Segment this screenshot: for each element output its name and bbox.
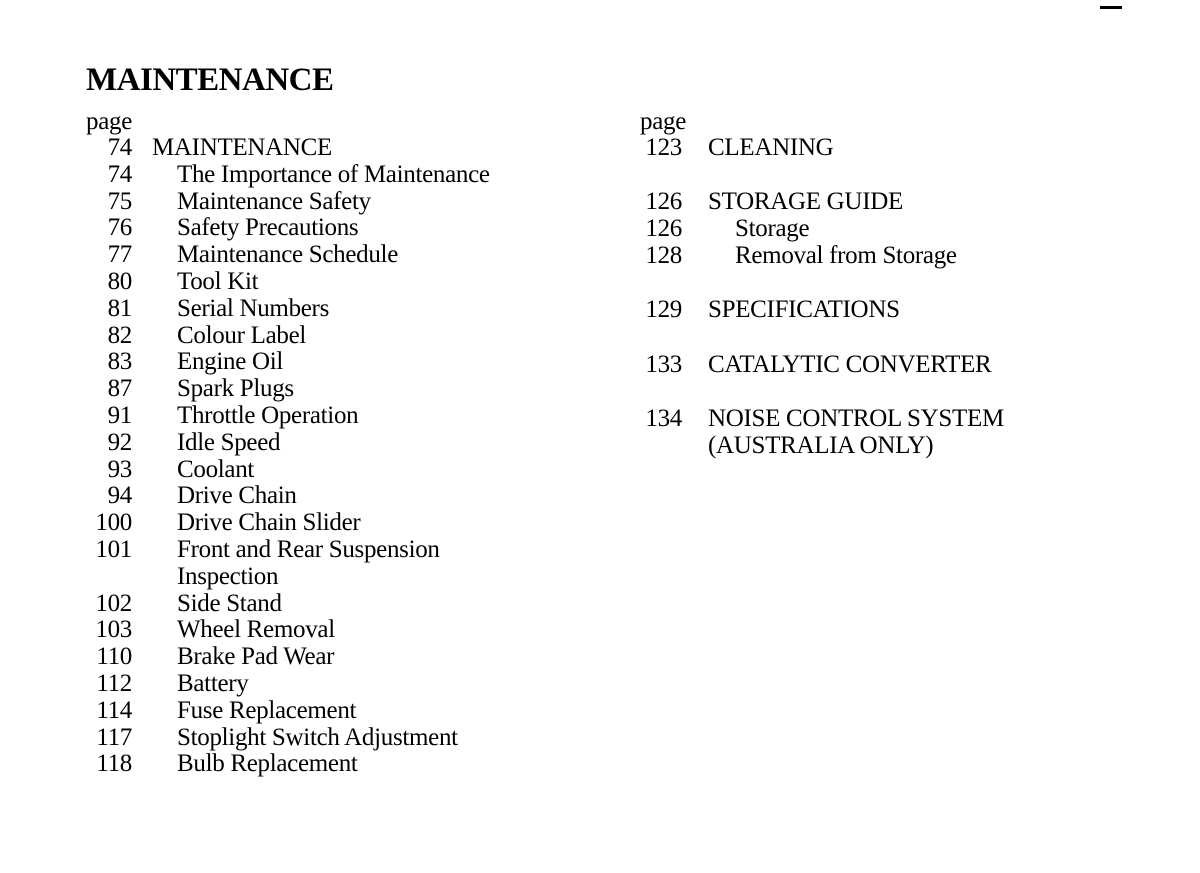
toc-entry-title: Maintenance Safety [177,187,371,215]
toc-entry-title: Tool Kit [177,267,259,295]
toc-entry [640,433,1160,460]
toc-entry-title: Removal from Storage [735,241,957,269]
toc-entry-title: Drive Chain [177,482,297,510]
toc-entry [86,483,606,510]
toc-entry [86,162,606,189]
toc-page-number: 126 [645,215,682,243]
toc-entry-title: SPECIFICATIONS [708,296,900,324]
toc-entry-title: The Importance of Maintenance [177,160,490,188]
toc-left-column [86,108,606,778]
toc-page-number: 76 [107,214,132,242]
toc-entry [86,135,606,162]
toc-entry-title: Maintenance Schedule [177,241,398,269]
toc-entry [640,135,1160,162]
toc-entry-title: Fuse Replacement [177,696,357,724]
toc-page-number: 81 [107,294,132,322]
toc-entry [86,537,606,564]
toc-entry-title: Front and Rear Suspension [177,535,440,563]
toc-entry-title: CATALYTIC CONVERTER [708,350,992,378]
toc-entry [86,698,606,725]
toc-entry-title: Throttle Operation [177,401,359,429]
section-gap [640,379,1160,407]
toc-page-number: 83 [107,348,132,376]
toc-entry [86,242,606,269]
toc-entry [86,430,606,457]
toc-entry-title: Drive Chain Slider [177,509,361,537]
toc-entry [86,644,606,671]
toc-entry [86,376,606,403]
page-edge-mark [1100,6,1122,9]
toc-entry-title: Side Stand [177,589,282,617]
page-column-header: page [640,108,686,135]
toc-entry [640,352,1160,379]
toc-page-number: 74 [107,134,132,161]
toc-page-number: 128 [645,241,682,269]
toc-entry [86,269,606,296]
toc-entry [640,243,1160,270]
toc-page-number: 112 [96,669,132,697]
toc-entry-title: Spark Plugs [177,375,294,403]
toc-entry-title: STORAGE GUIDE [708,188,903,216]
toc-page-number: 92 [107,428,132,456]
toc-right-column [640,108,1160,460]
toc-entry-title: Engine Oil [177,348,284,376]
toc-page-number: 129 [645,296,682,324]
toc-page-number: 134 [645,405,682,433]
toc-entry [86,296,606,323]
toc-entry-title: Bulb Replacement [177,750,358,778]
toc-entry [640,406,1160,433]
toc-page-number: 114 [96,696,132,724]
toc-entry-title: MAINTENANCE [152,134,333,161]
toc-entry [640,216,1160,243]
toc-page-number: 87 [107,375,132,403]
toc-page-number: 82 [107,321,132,349]
toc-page-number: 102 [95,589,132,617]
toc-list [640,135,1160,460]
toc-entry [86,323,606,350]
toc-page-number: 110 [96,643,132,671]
toc-entry [86,510,606,537]
toc-page-number: 117 [96,723,132,751]
toc-page-number: 93 [107,455,132,483]
section-gap [640,270,1160,298]
toc-entry [86,349,606,376]
toc-entry-title: Wheel Removal [177,616,335,644]
section-gap [640,324,1160,352]
toc-page-number: 91 [107,401,132,429]
toc-page-number: 94 [107,482,132,510]
toc-entry-title: CLEANING [708,134,834,161]
toc-page-number: 80 [107,267,132,295]
toc-page-number: 133 [645,350,682,378]
toc-page-number: 74 [107,160,132,188]
toc-entry-title: Serial Numbers [177,294,330,322]
toc-entry [86,671,606,698]
toc-entry [86,591,606,618]
toc-entry [86,189,606,216]
section-gap [640,162,1160,190]
toc-entry-title: NOISE CONTROL SYSTEM [708,405,1004,433]
toc-page-number: 100 [95,509,132,537]
toc-page-number: 118 [96,750,132,778]
toc-entry-title: Idle Speed [177,428,281,456]
toc-entry-title: Inspection [177,562,279,590]
page-column-header: page [86,108,132,135]
toc-entry-title: Safety Precautions [177,214,359,242]
toc-entry [640,189,1160,216]
toc-entry-title: Stoplight Switch Adjustment [177,723,458,751]
toc-entry [86,215,606,242]
toc-page-number: 101 [95,535,132,563]
toc-entry [86,457,606,484]
toc-entry-title: Battery [177,669,249,697]
toc-entry [86,564,606,591]
toc-page-number: 103 [95,616,132,644]
toc-page-number: 75 [107,187,132,215]
toc-page-number: 123 [645,134,682,161]
toc-entry-title: Colour Label [177,321,307,349]
toc-entry [640,297,1160,324]
toc-entry [86,617,606,644]
toc-entry [86,725,606,752]
toc-entry [86,403,606,430]
toc-entry-title: Coolant [177,455,255,483]
toc-page-number: 126 [645,188,682,216]
toc-entry-title: Storage [735,215,810,243]
page-title: MAINTENANCE [86,62,334,98]
toc-list [86,135,606,778]
toc-entry [86,751,606,778]
toc-entry-title: Brake Pad Wear [177,643,335,671]
toc-entry-title: (AUSTRALIA ONLY) [708,431,934,459]
toc-page-number: 77 [107,241,132,269]
